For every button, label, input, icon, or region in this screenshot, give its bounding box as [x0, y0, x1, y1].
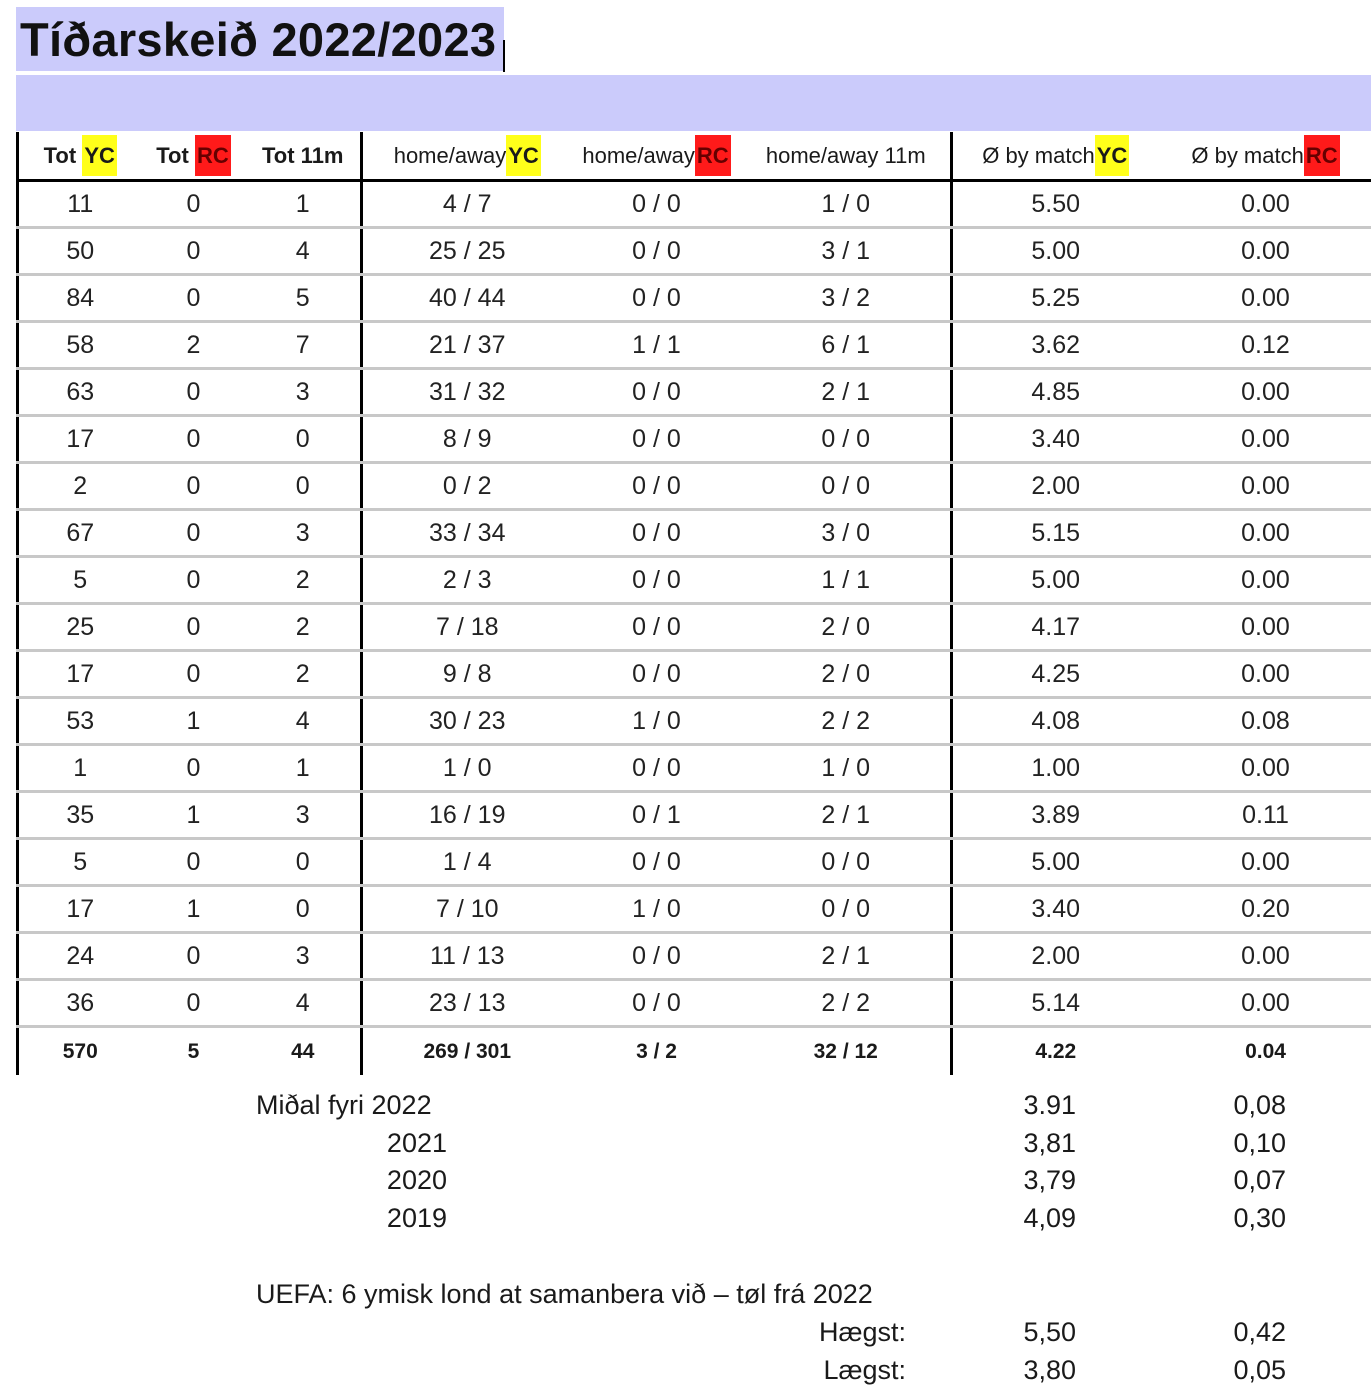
cell-tot-11m: 3 — [246, 369, 362, 416]
table-row — [18, 651, 1371, 698]
cell-tot-11m: 2 — [246, 557, 362, 604]
rc-marker: RC — [1304, 135, 1340, 176]
cell-tot-yc: 63 — [18, 369, 142, 416]
header-home-away-11m: home/away 11m — [742, 132, 952, 181]
table-row — [18, 322, 1371, 369]
avg-label-2019: 2019 — [386, 1203, 447, 1233]
cell-home-away-yc: 0 / 2 — [362, 463, 572, 510]
cell-tot-yc: 36 — [18, 980, 142, 1027]
header-row — [18, 132, 1371, 181]
avg-label-2022: Miðal fyri 2022 — [256, 1090, 432, 1120]
cell-avg-yc: 1.00 — [952, 745, 1159, 792]
header-by-match-label: Ø by match — [1191, 142, 1304, 168]
cell-home-away-rc: 0 / 0 — [572, 510, 742, 557]
cell-home-away-rc: 0 / 0 — [572, 416, 742, 463]
total-avg-yc: 4.22 — [952, 1027, 1159, 1076]
table-row — [18, 557, 1371, 604]
cell-tot-11m: 0 — [246, 886, 362, 933]
cell-tot-11m: 7 — [246, 322, 362, 369]
cell-avg-yc: 3.89 — [952, 792, 1159, 839]
header-tot-rc — [142, 132, 246, 181]
table-row — [18, 745, 1371, 792]
cell-home-away-yc: 11 / 13 — [362, 933, 572, 980]
uefa-lowest-label: Lægst: — [823, 1355, 906, 1385]
cell-avg-rc: 0.12 — [1159, 322, 1371, 369]
cell-tot-yc: 53 — [18, 698, 142, 745]
cell-avg-rc: 0.00 — [1159, 980, 1371, 1027]
cell-home-away-rc: 0 / 0 — [572, 369, 742, 416]
cell-avg-rc: 0.00 — [1159, 228, 1371, 275]
uefa-highest-rc: 0,42 — [1233, 1317, 1286, 1347]
cell-tot-rc: 0 — [142, 604, 246, 651]
cell-tot-11m: 3 — [246, 933, 362, 980]
uefa-note: UEFA: 6 ymisk lond at samanbera við – tøl frá 2022 — [256, 1279, 873, 1309]
cell-home-away-11m: 1 / 0 — [742, 745, 952, 792]
cell-avg-rc: 0.00 — [1159, 839, 1371, 886]
cell-avg-rc: 0.00 — [1159, 604, 1371, 651]
cell-avg-yc: 4.17 — [952, 604, 1159, 651]
avg-rc-2021: 0,10 — [1233, 1128, 1286, 1158]
table-row — [18, 886, 1371, 933]
cell-home-away-yc: 16 / 19 — [362, 792, 572, 839]
cell-home-away-11m: 0 / 0 — [742, 463, 952, 510]
cell-avg-rc: 0.08 — [1159, 698, 1371, 745]
cell-tot-11m: 1 — [246, 745, 362, 792]
cell-home-away-yc: 23 / 13 — [362, 980, 572, 1027]
cell-tot-rc: 1 — [142, 886, 246, 933]
yc-marker: YC — [506, 135, 541, 176]
table-body — [18, 181, 1371, 1027]
cell-home-away-11m: 3 / 0 — [742, 510, 952, 557]
cell-home-away-11m: 0 / 0 — [742, 416, 952, 463]
stats-table — [16, 132, 1371, 1075]
cell-home-away-rc: 1 / 1 — [572, 322, 742, 369]
cell-tot-yc: 5 — [18, 839, 142, 886]
cell-avg-yc: 2.00 — [952, 933, 1159, 980]
rc-marker: RC — [695, 135, 731, 176]
header-tot-11m: Tot 11m — [246, 132, 362, 181]
cell-home-away-11m: 1 / 1 — [742, 557, 952, 604]
cell-tot-yc: 24 — [18, 933, 142, 980]
cell-avg-yc: 5.00 — [952, 839, 1159, 886]
header-tot-label: Tot — [43, 142, 77, 168]
rc-marker: RC — [195, 135, 231, 176]
cell-home-away-rc: 0 / 0 — [572, 463, 742, 510]
cell-home-away-11m: 1 / 0 — [742, 181, 952, 228]
cell-home-away-11m: 2 / 1 — [742, 933, 952, 980]
cell-home-away-11m: 0 / 0 — [742, 886, 952, 933]
table-row — [18, 228, 1371, 275]
cell-tot-rc: 0 — [142, 651, 246, 698]
cell-tot-rc: 0 — [142, 557, 246, 604]
cell-tot-11m: 0 — [246, 463, 362, 510]
cell-home-away-rc: 0 / 0 — [572, 839, 742, 886]
cell-home-away-yc: 31 / 32 — [362, 369, 572, 416]
header-by-match-label: Ø by match — [982, 142, 1095, 168]
uefa-highest-label: Hægst: — [818, 1317, 906, 1347]
cell-tot-11m: 1 — [246, 181, 362, 228]
cell-tot-yc: 1 — [18, 745, 142, 792]
cell-home-away-yc: 40 / 44 — [362, 275, 572, 322]
cell-tot-yc: 2 — [18, 463, 142, 510]
table-row — [18, 369, 1371, 416]
cell-tot-11m: 4 — [246, 228, 362, 275]
cell-home-away-11m: 2 / 2 — [742, 698, 952, 745]
cell-avg-rc: 0.00 — [1159, 651, 1371, 698]
cell-home-away-11m: 3 / 1 — [742, 228, 952, 275]
header-tot-yc — [18, 132, 142, 181]
cell-tot-yc: 25 — [18, 604, 142, 651]
cell-tot-11m: 4 — [246, 698, 362, 745]
cell-avg-yc: 5.00 — [952, 557, 1159, 604]
cell-tot-rc: 0 — [142, 839, 246, 886]
header-band — [16, 75, 1371, 131]
cell-home-away-11m: 2 / 0 — [742, 651, 952, 698]
cell-home-away-11m: 2 / 0 — [742, 604, 952, 651]
cell-avg-rc: 0.00 — [1159, 275, 1371, 322]
cell-tot-rc: 0 — [142, 745, 246, 792]
avg-label-2021: 2021 — [386, 1128, 447, 1158]
cell-tot-rc: 0 — [142, 275, 246, 322]
cell-home-away-11m: 2 / 1 — [742, 369, 952, 416]
cell-home-away-yc: 21 / 37 — [362, 322, 572, 369]
total-avg-rc: 0.04 — [1159, 1027, 1371, 1076]
cell-tot-yc: 5 — [18, 557, 142, 604]
cell-avg-yc: 5.14 — [952, 980, 1159, 1027]
total-home-away-11m: 32 / 12 — [742, 1027, 952, 1076]
cell-avg-yc: 3.40 — [952, 886, 1159, 933]
cell-tot-rc: 0 — [142, 228, 246, 275]
table-row — [18, 463, 1371, 510]
cell-home-away-11m: 3 / 2 — [742, 275, 952, 322]
cell-tot-rc: 0 — [142, 980, 246, 1027]
cell-home-away-rc: 0 / 0 — [572, 275, 742, 322]
cell-avg-rc: 0.00 — [1159, 510, 1371, 557]
header-by-match-yc — [952, 132, 1159, 181]
cell-home-away-rc: 0 / 1 — [572, 792, 742, 839]
table-row — [18, 181, 1371, 228]
table-row — [18, 839, 1371, 886]
cell-tot-11m: 5 — [246, 275, 362, 322]
cell-tot-rc: 0 — [142, 933, 246, 980]
table-row — [18, 980, 1371, 1027]
header-home-away-label: home/away — [393, 142, 507, 168]
header-by-match-rc — [1159, 132, 1371, 181]
cell-avg-yc: 5.25 — [952, 275, 1159, 322]
total-11m: 44 — [246, 1027, 362, 1076]
cell-tot-yc: 17 — [18, 651, 142, 698]
cell-home-away-11m: 2 / 1 — [742, 792, 952, 839]
cell-home-away-rc: 0 / 0 — [572, 980, 742, 1027]
cell-home-away-rc: 1 / 0 — [572, 886, 742, 933]
cell-tot-yc: 17 — [18, 416, 142, 463]
cell-avg-rc: 0.00 — [1159, 463, 1371, 510]
cell-avg-yc: 4.85 — [952, 369, 1159, 416]
cell-tot-11m: 0 — [246, 416, 362, 463]
cell-home-away-yc: 2 / 3 — [362, 557, 572, 604]
yc-marker: YC — [1095, 135, 1130, 176]
uefa-lowest-yc: 3,80 — [1023, 1355, 1076, 1385]
cell-home-away-yc: 25 / 25 — [362, 228, 572, 275]
cell-avg-yc: 2.00 — [952, 463, 1159, 510]
cell-tot-11m: 2 — [246, 651, 362, 698]
table-row — [18, 275, 1371, 322]
uefa-highest-yc: 5,50 — [1023, 1317, 1076, 1347]
cell-home-away-rc: 0 / 0 — [572, 557, 742, 604]
cell-home-away-yc: 4 / 7 — [362, 181, 572, 228]
cell-home-away-rc: 0 / 0 — [572, 181, 742, 228]
avg-rc-2020: 0,07 — [1233, 1165, 1286, 1195]
cell-tot-rc: 0 — [142, 463, 246, 510]
page-title: Tíðarskeið 2022/2023 — [20, 13, 497, 66]
total-yc: 570 — [18, 1027, 142, 1076]
avg-yc-2022: 3.91 — [1023, 1090, 1076, 1120]
total-rc: 5 — [142, 1027, 246, 1076]
cell-tot-rc: 0 — [142, 510, 246, 557]
cell-tot-yc: 17 — [18, 886, 142, 933]
cell-avg-rc: 0.00 — [1159, 745, 1371, 792]
cell-home-away-yc: 9 / 8 — [362, 651, 572, 698]
cell-tot-yc: 58 — [18, 322, 142, 369]
cell-tot-yc: 67 — [18, 510, 142, 557]
total-home-away-yc: 269 / 301 — [362, 1027, 572, 1076]
cell-home-away-11m: 2 / 2 — [742, 980, 952, 1027]
cell-home-away-11m: 6 / 1 — [742, 322, 952, 369]
cell-avg-rc: 0.00 — [1159, 933, 1371, 980]
cell-avg-rc: 0.20 — [1159, 886, 1371, 933]
cell-tot-yc: 35 — [18, 792, 142, 839]
cell-avg-yc: 4.25 — [952, 651, 1159, 698]
table-row — [18, 792, 1371, 839]
cell-home-away-rc: 0 / 0 — [572, 745, 742, 792]
cell-tot-11m: 2 — [246, 604, 362, 651]
table-row — [18, 416, 1371, 463]
cell-tot-11m: 3 — [246, 792, 362, 839]
cell-home-away-rc: 0 / 0 — [572, 604, 742, 651]
table-row — [18, 604, 1371, 651]
cell-home-away-rc: 0 / 0 — [572, 228, 742, 275]
cell-tot-11m: 4 — [246, 980, 362, 1027]
avg-label-2020: 2020 — [386, 1165, 447, 1195]
cell-avg-yc: 3.40 — [952, 416, 1159, 463]
cell-tot-rc: 2 — [142, 322, 246, 369]
cell-tot-11m: 3 — [246, 510, 362, 557]
cell-home-away-yc: 1 / 0 — [362, 745, 572, 792]
cell-avg-rc: 0.00 — [1159, 369, 1371, 416]
table-row — [18, 510, 1371, 557]
cell-home-away-yc: 30 / 23 — [362, 698, 572, 745]
total-home-away-rc: 3 / 2 — [572, 1027, 742, 1076]
header-home-away-yc — [362, 132, 572, 181]
avg-yc-2020: 3,79 — [1023, 1165, 1076, 1195]
cell-avg-yc: 5.50 — [952, 181, 1159, 228]
table-row — [18, 698, 1371, 745]
avg-rc-2019: 0,30 — [1233, 1203, 1286, 1233]
cell-avg-rc: 0.00 — [1159, 557, 1371, 604]
cell-home-away-yc: 7 / 10 — [362, 886, 572, 933]
cell-tot-yc: 50 — [18, 228, 142, 275]
cell-avg-yc: 5.15 — [952, 510, 1159, 557]
cell-tot-rc: 0 — [142, 369, 246, 416]
cell-tot-rc: 0 — [142, 416, 246, 463]
cell-avg-yc: 5.00 — [952, 228, 1159, 275]
cell-home-away-rc: 0 / 0 — [572, 933, 742, 980]
cell-tot-rc: 1 — [142, 792, 246, 839]
avg-yc-2019: 4,09 — [1023, 1203, 1076, 1233]
cell-home-away-yc: 8 / 9 — [362, 416, 572, 463]
header-tot-label: Tot — [156, 142, 189, 168]
cell-tot-11m: 0 — [246, 839, 362, 886]
header-home-away-label: home/away — [582, 142, 695, 168]
text-cursor — [503, 40, 505, 72]
cell-tot-yc: 11 — [18, 181, 142, 228]
cell-home-away-yc: 7 / 18 — [362, 604, 572, 651]
cell-avg-yc: 3.62 — [952, 322, 1159, 369]
header-home-away-rc — [572, 132, 742, 181]
totals-row — [18, 1027, 1371, 1076]
cell-home-away-rc: 0 / 0 — [572, 651, 742, 698]
cell-avg-rc: 0.00 — [1159, 181, 1371, 228]
cell-avg-rc: 0.00 — [1159, 416, 1371, 463]
cell-tot-rc: 1 — [142, 698, 246, 745]
avg-rc-2022: 0,08 — [1233, 1090, 1286, 1120]
uefa-lowest-rc: 0,05 — [1233, 1355, 1286, 1385]
cell-home-away-yc: 33 / 34 — [362, 510, 572, 557]
cell-avg-rc: 0.11 — [1159, 792, 1371, 839]
cell-home-away-11m: 0 / 0 — [742, 839, 952, 886]
cell-home-away-rc: 1 / 0 — [572, 698, 742, 745]
cell-tot-rc: 0 — [142, 181, 246, 228]
cell-avg-yc: 4.08 — [952, 698, 1159, 745]
cell-tot-yc: 84 — [18, 275, 142, 322]
cell-home-away-yc: 1 / 4 — [362, 839, 572, 886]
yc-marker: YC — [82, 135, 117, 176]
table-row — [18, 933, 1371, 980]
avg-yc-2021: 3,81 — [1023, 1128, 1076, 1158]
